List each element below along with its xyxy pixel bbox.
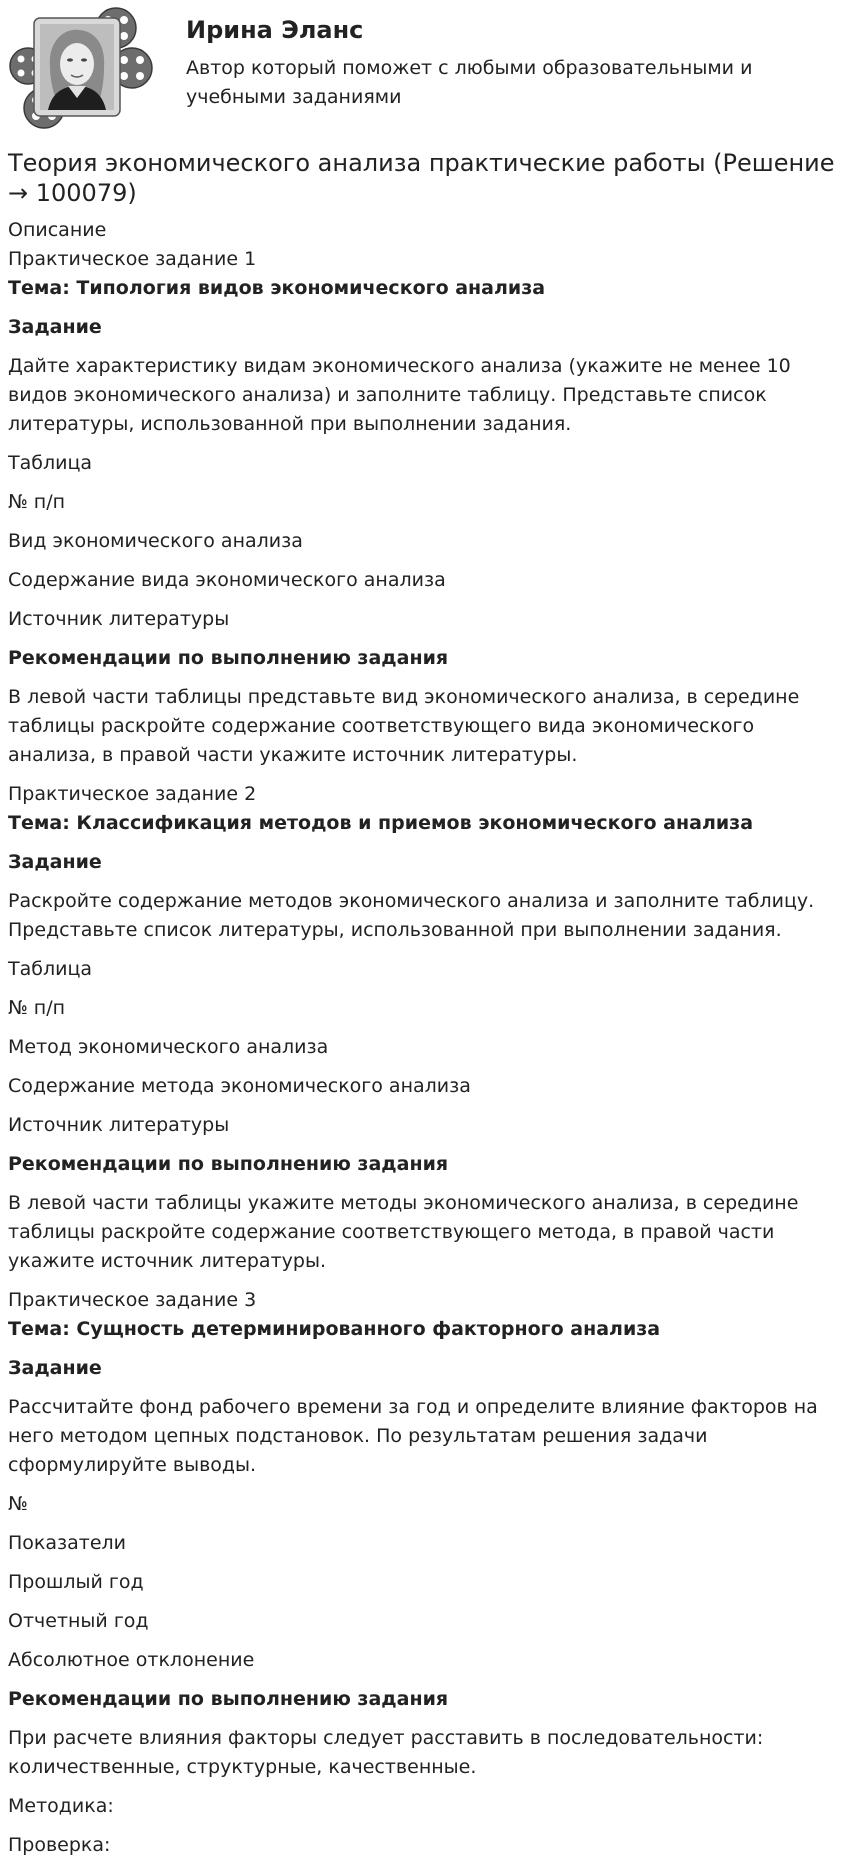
section-heading: Задание [8, 851, 102, 873]
paragraph: Раскройте содержание методов экономического анализа и заполните таблицу. Представьте список литературы, использованной при выполнении задания. [8, 890, 815, 941]
paragraph: Прошлый год [8, 1571, 144, 1593]
paragraph: Содержание вида экономического анализа [8, 569, 446, 591]
paragraph: № п/п [8, 491, 66, 513]
paragraph: Описание [8, 219, 107, 241]
paragraph: Проверка: [8, 1834, 111, 1856]
paragraph: Дайте характеристику видам экономического анализа (укажите не менее 10 видов экономического анализа) и заполните таблицу. Представьте список литературы, использованной при выполнении задания. [8, 355, 791, 435]
section-heading: Тема: Сущность детерминированного факторного анализа [8, 1318, 661, 1340]
paragraph: Практическое задание 2 [8, 783, 257, 805]
paragraph: Метод экономического анализа [8, 1036, 329, 1058]
section-heading: Рекомендации по выполнению задания [8, 1688, 449, 1710]
section-heading: Рекомендации по выполнению задания [8, 1153, 449, 1175]
document-body [8, 216, 838, 1860]
paragraph: Абсолютное отклонение [8, 1649, 255, 1671]
paragraph: В левой части таблицы представьте вид экономического анализа, в середине таблицы раскройте содержание соответствующего вида экономического анализа, в правой части укажите источник литературы. [8, 686, 800, 766]
paragraph: Показатели [8, 1532, 127, 1554]
author-name: Ирина Эланс [186, 16, 364, 44]
paragraph: № п/п [8, 997, 66, 1019]
paragraph: № [8, 1493, 28, 1515]
section-heading: Тема: Типология видов экономического анализа [8, 277, 546, 299]
paragraph: Рассчитайте фонд рабочего времени за год и определите влияние факторов на него методом цепных подстановок. По результатам решения задачи сформулируйте выводы. [8, 1396, 818, 1476]
author-card [8, 6, 838, 130]
paragraph: Практическое задание 1 [8, 248, 257, 270]
avatar-photo-icon [8, 6, 154, 130]
section-heading: Рекомендации по выполнению задания [8, 647, 449, 669]
document-title: Теория экономического анализа практические работы (Решение → 100079) [8, 149, 835, 207]
section-heading: Задание [8, 316, 102, 338]
section-heading: Тема: Классификация методов и приемов экономического анализа [8, 812, 754, 834]
paragraph: Вид экономического анализа [8, 530, 303, 552]
paragraph: Таблица [8, 452, 93, 474]
paragraph: Отчетный год [8, 1610, 149, 1632]
paragraph: В левой части таблицы укажите методы экономического анализа, в середине таблицы раскройте содержание соответствующего метода, в правой части укажите источник литературы. [8, 1192, 799, 1272]
author-description: Автор который поможет с любыми образовательными и учебными заданиями [186, 57, 753, 108]
paragraph: Содержание метода экономического анализа [8, 1075, 471, 1097]
paragraph: Источник литературы [8, 1114, 230, 1136]
paragraph: Методика: [8, 1795, 114, 1817]
section-heading: Задание [8, 1357, 102, 1379]
paragraph: Практическое задание 3 [8, 1289, 257, 1311]
paragraph: Таблица [8, 958, 93, 980]
paragraph: Источник литературы [8, 608, 230, 630]
paragraph: При расчете влияния факторы следует расставить в последовательности: количественные, структурные, качественные. [8, 1727, 764, 1778]
